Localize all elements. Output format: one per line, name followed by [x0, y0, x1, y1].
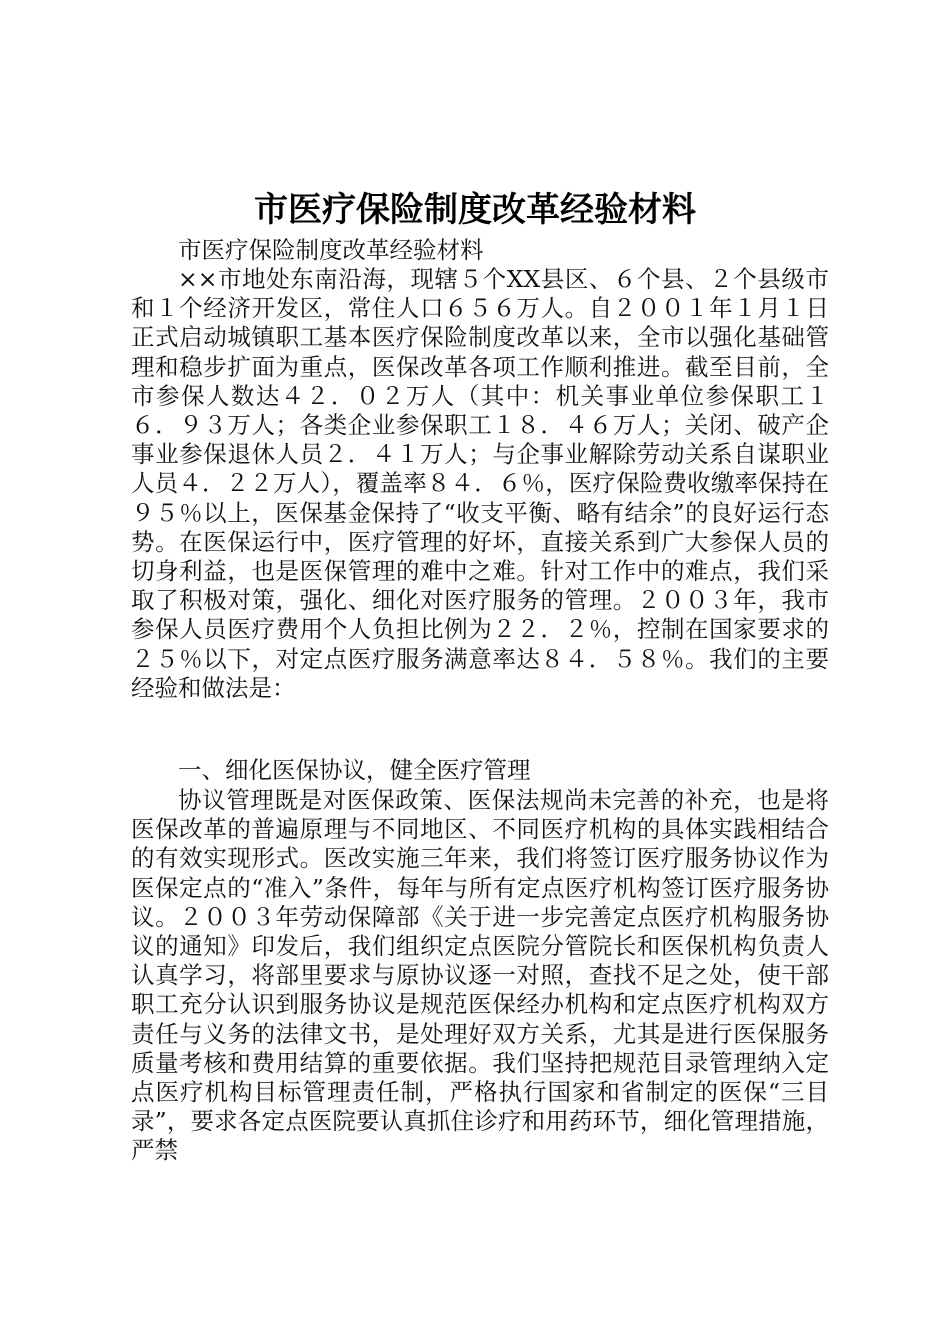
document-subtitle: 市医疗保险制度改革经验材料: [178, 236, 484, 264]
document-title: 市医疗保险制度改革经验材料: [254, 190, 696, 230]
paragraph-section-one: 协议管理既是对医保政策、医保法规尚未完善的补充，也是将医保改革的普遍原理与不同地区、不同医疗机构的具体实践相结合的有效实现形式。医改实施三年来，我们将签订医疗服务协议作为医保定点的“准入”条件，每年与所有定点医疗机构签订医疗服务协议。２００３年劳动保障部《关于进一步完善定点医疗机构服务协议的通知》印发后，我们组织定点医院分管院长和医保机构负责人认真学习，将部里要求与原协议逐一对照，查找不足之处，使干部职工充分认识到服务协议是规范医保经办机构和定点医疗机构双方责任与义务的法律文书，是处理好双方关系，尤其是进行医保服务质量考核和费用结算的重要依据。我们坚持把规范目录管理纳入定点医疗机构目标管理责任制，严格执行国家和省制定的医保“三目录”，要求各定点医院要认真抓住诊疗和用药环节，细化管理措施，严禁: [131, 786, 829, 1165]
paragraph-intro: ××市地处东南沿海，现辖５个XX县区、６个县、２个县级市和１个经济开发区，常住人口６５６万人。自２００１年１月１日正式启动城镇职工基本医疗保险制度改革以来，全市以强化基础管理和稳步扩面为重点，医保改革各项工作顺利推进。截至目前，全市参保人数达４２．０２万人（其中：机关事业单位参保职工１６．９３万人；各类企业参保职工１８．４６万人；关闭、破产企事业参保退休人员２．４１万人；与企事业解除劳动关系自谋职业人员４．２２万人），覆盖率８４．６％，医疗保险费收缴率保持在９５％以上，医保基金保持了“收支平衡、略有结余”的良好运行态势。在医保运行中，医疗管理的好坏，直接关系到广大参保人员的切身利益，也是医保管理的难中之难。针对工作中的难点，我们采取了积极对策，强化、细化对医疗服务的管理。２００３年，我市参保人员医疗费用个人负担比例为２２．２％，控制在国家要求的２５％以下，对定点医疗服务满意率达８４．５８％。我们的主要经验和做法是：: [131, 265, 829, 702]
section-heading: 一、细化医保协议，健全医疗管理: [178, 756, 531, 784]
